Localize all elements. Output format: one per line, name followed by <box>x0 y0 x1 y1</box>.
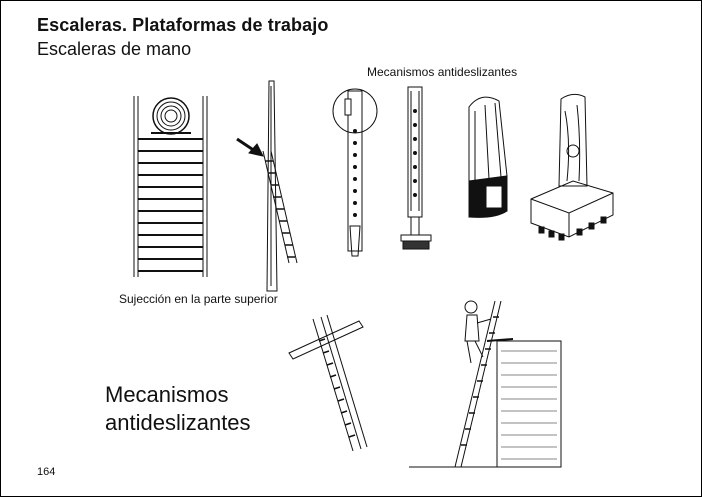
swivel-foot-illustration <box>401 87 431 249</box>
page-subtitle: Escaleras de mano <box>37 39 192 59</box>
hooked-ladder-illustration <box>289 315 367 451</box>
worker-ladder-illustration <box>409 301 561 467</box>
front-ladder-illustration <box>134 96 207 277</box>
page-number: 164 <box>37 466 56 478</box>
caption-line-1: Mecanismos <box>105 382 229 407</box>
round-antislip-illustration <box>333 89 377 256</box>
caption-heading <box>105 381 251 437</box>
label-mecanismos: Mecanismos antideslizantes <box>367 65 518 79</box>
rubber-shoe-illustration <box>469 97 507 217</box>
page-title: Escaleras. Plataformas de trabajo <box>37 15 329 35</box>
pole-ladder-illustration <box>237 81 297 291</box>
spiked-base-illustration <box>531 94 613 240</box>
caption-line-2: antideslizantes <box>105 410 251 435</box>
label-sujecion: Sujección en la parte superior <box>119 292 278 306</box>
